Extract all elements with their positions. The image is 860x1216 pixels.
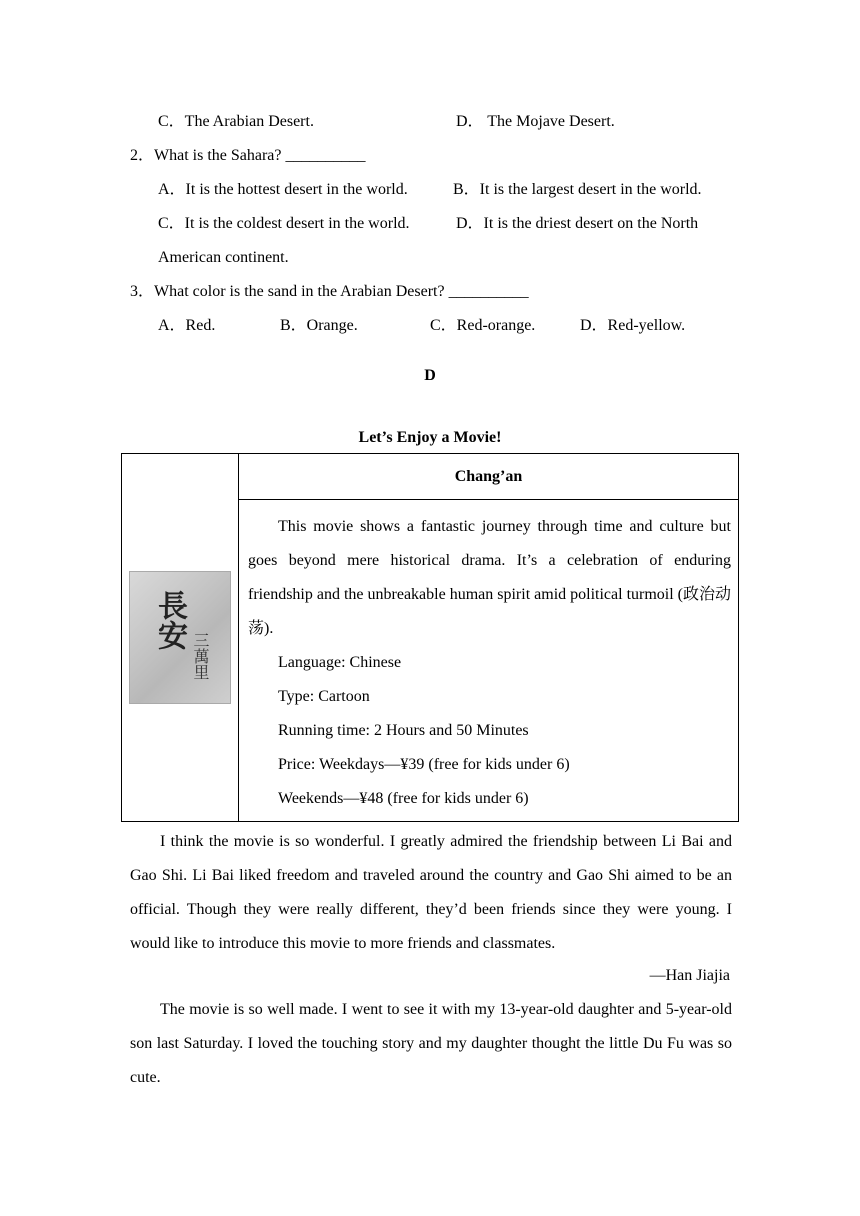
movie-running-time: Running time: 2 Hours and 50 Minutes — [278, 722, 529, 739]
poster-subtitle-glyphs: 三萬里 — [191, 632, 210, 680]
q2-option-d: D．It is the driest desert on the North — [456, 215, 699, 232]
review-1-text: I think the movie is so wonderful. I greatly admired the friendship between Li Bai and Gao Shi. Li Bai liked freedom and traveled around the country and Gao Shi aimed to be an official. Though they were really different, they’d been friends since they were young. I would like to introduce this movie to more friends and classmates. — [130, 833, 732, 952]
movie-poster-image — [129, 571, 231, 704]
movie-type: Type: Cartoon — [278, 688, 370, 705]
q3-option-b: B．Orange. — [280, 317, 358, 334]
movie-language: Language: Chinese — [278, 654, 402, 671]
movie-description: This movie shows a fantastic journey through time and culture but goes beyond mere historical drama. It’s a celebration of enduring friendship and the unbreakable human spirit amid political turmoil (政治动荡). — [248, 518, 732, 637]
review-2 — [130, 993, 732, 1095]
movie-price-weekends: Weekends—¥48 (free for kids under 6) — [278, 790, 529, 807]
section-letter: D — [424, 367, 436, 384]
q3-option-c: C．Red-orange. — [430, 317, 536, 334]
movie-details-cell — [239, 500, 739, 822]
poster-title-glyphs: 長安 — [152, 590, 187, 650]
q3-option-a: A．Red. — [158, 317, 216, 334]
movie-table — [121, 453, 739, 822]
review-1-author: —Han Jiajia — [649, 967, 730, 984]
q2-stem: 2．What is the Sahara? __________ — [130, 147, 366, 164]
q1-option-c: C．The Arabian Desert. — [158, 113, 314, 130]
q1-option-d: D． The Mojave Desert. — [456, 113, 615, 130]
section-title: Let’s Enjoy a Movie! — [358, 429, 502, 446]
review-2-text: The movie is so well made. I went to see it with my 13-year-old daughter and 5-year-old son last Saturday. I loved the touching story and my daughter thought the little Du Fu was so cute. — [130, 1001, 732, 1086]
q2-option-c: C．It is the coldest desert in the world. — [158, 215, 410, 232]
poster-cell — [122, 454, 239, 822]
movie-title: Chang’an — [239, 454, 739, 500]
q3-stem: 3．What color is the sand in the Arabian Desert? __________ — [130, 283, 529, 300]
review-1 — [130, 825, 732, 961]
q2-option-d-continued: American continent. — [158, 249, 289, 266]
q2-option-a: A．It is the hottest desert in the world. — [158, 181, 408, 198]
q3-option-d: D．Red-yellow. — [580, 317, 686, 334]
movie-price-weekdays: Price: Weekdays—¥39 (free for kids under 6) — [278, 756, 570, 773]
q2-option-b: B．It is the largest desert in the world. — [453, 181, 702, 198]
